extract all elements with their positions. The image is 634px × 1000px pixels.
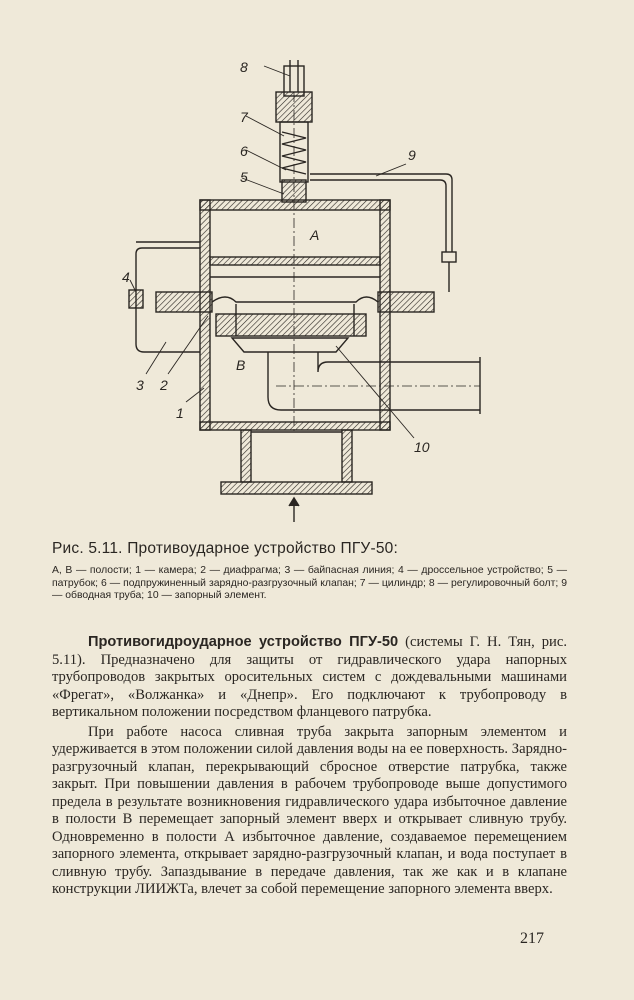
callout-8: 8 bbox=[240, 59, 248, 75]
callout-6: 6 bbox=[240, 143, 248, 159]
cavity-a-label: А bbox=[310, 227, 320, 243]
figure-legend: А, В — полости; 1 — камера; 2 — диафрагма; 3 — байпасная линия; 4 — дроссельное устройство; 5 — патрубок; 6 — подпружиненный зарядно-разгрузочный клапан; 7 — цилиндр; 8 — регулировочный болт; 9 — обводная труба; 10 — запорный элемент. bbox=[52, 565, 567, 602]
cavity-b-label: В bbox=[236, 357, 246, 373]
callout-7: 7 bbox=[240, 109, 248, 125]
paragraph-1-text: (системы Г. Н. Тян, рис. 5.11). Предназначено для защиты от гидравлического удара напорных трубопроводов закрытых оросительных систем с дождевальными машинами «Фрегат», «Волжанка» и «Днепр». Его подключают к трубопроводу в вертикальном положении посредством фланцевого патрубка. bbox=[52, 634, 567, 720]
callout-1: 1 bbox=[176, 405, 184, 421]
device-term: Противогидроударное устройство ПГУ-50 bbox=[88, 634, 399, 650]
paragraph-2: При работе насоса сливная труба закрыта запорным элементом и удерживается в этом положении силой давления воды на ее поверхность. Зарядно-разгрузочный клапан, перекрывающий сбросное отверстие патрубка, также закрыт. При повышении давления в рабочем трубопроводе выше допустимого предела в результате возникновения гидравлического удара избыточное давление в полости В перемещает запорный элемент вверх и открывает сливную трубу. Одновременно в полости А избыточное давление, создаваемое перемещением запорного элемента, открывает зарядно-разгрузочный клапан, и вода поступает в сливную трубу. Запаздывание в передаче давления, так же как и в клапане конструкции ЛИИЖТа, влечет за собой перемещение запорного элемента вверх. bbox=[52, 723, 567, 897]
page-number: 217 bbox=[520, 930, 544, 947]
paragraph-1 bbox=[52, 634, 567, 722]
body-text bbox=[52, 634, 567, 899]
callout-10: 10 bbox=[414, 439, 430, 455]
device-drawing bbox=[96, 52, 536, 532]
callout-4: 4 bbox=[122, 269, 130, 285]
pgu50-schematic bbox=[96, 52, 536, 532]
callout-2: 2 bbox=[160, 377, 168, 393]
callout-9: 9 bbox=[408, 147, 416, 163]
callout-5: 5 bbox=[240, 169, 248, 185]
figure-caption: Рис. 5.11. Противоударное устройство ПГУ-50: bbox=[52, 540, 398, 557]
callout-3: 3 bbox=[136, 377, 144, 393]
